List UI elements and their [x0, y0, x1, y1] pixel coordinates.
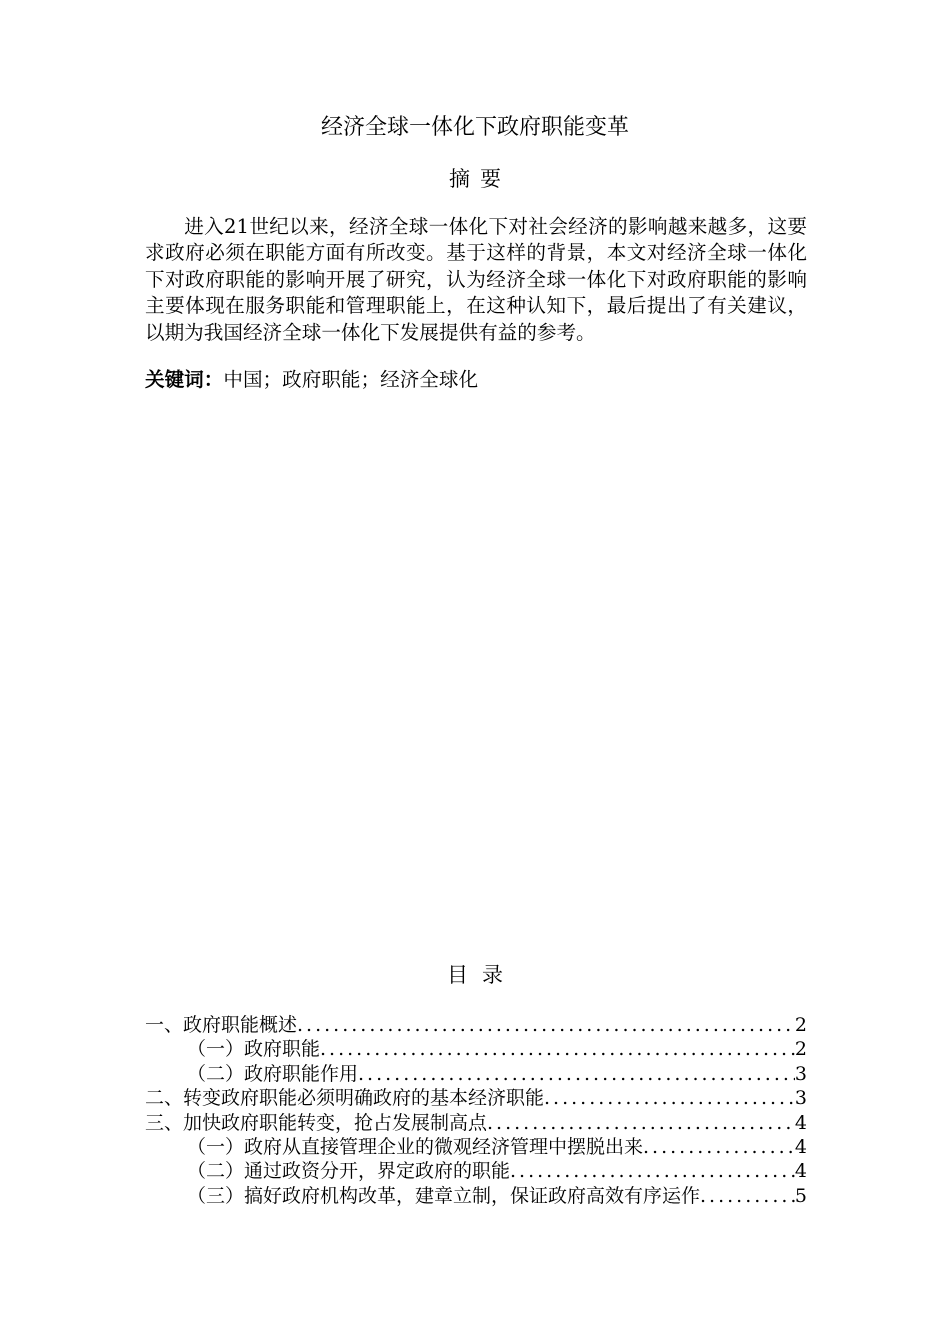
toc-entry[interactable]: [145, 1159, 807, 1183]
toc-leader-dots: [510, 1159, 795, 1183]
toc-entry-page: 3: [794, 1062, 807, 1085]
toc-entry-label: （一）政府从直接管理企业的微观经济管理中摆脱出来: [187, 1135, 644, 1158]
toc-entry-page: 2: [794, 1038, 807, 1061]
table-of-contents: [145, 1013, 807, 1208]
keywords-value: 中国；政府职能；经济全球化: [223, 368, 479, 391]
toc-entry-page: 4: [794, 1135, 807, 1158]
keywords-line: [145, 367, 807, 393]
toc-entry[interactable]: [145, 1111, 807, 1135]
document-title: 经济全球一体化下政府职能变革: [320, 115, 629, 140]
toc-leader-dots: [643, 1135, 795, 1159]
toc-entry-label: 二、转变政府职能必须明确政府的基本经济职能: [145, 1087, 545, 1110]
abstract-body: 进入21世纪以来，经济全球一体化下对社会经济的影响越来越多，这要求政府必须在职能方面有所改变。基于这样的背景，本文对经济全球一体化下对政府职能的影响开展了研究，认为经济全球一体化下对政府职能的影响主要体现在服务职能和管理职能上，在这种认知下，最后提出了有关建议，以期为我国经济全球一体化下发展提供有益的参考。: [145, 215, 807, 344]
toc-leader-dots: [297, 1013, 795, 1037]
toc-entry[interactable]: [145, 1013, 807, 1037]
toc-entry-label: 三、加快政府职能转变，抢占发展制高点: [145, 1111, 488, 1134]
toc-heading: 目录: [447, 963, 517, 987]
toc-entry-label: （二）政府职能作用: [187, 1062, 359, 1085]
toc-entry[interactable]: [145, 1184, 807, 1208]
toc-entry[interactable]: [145, 1135, 807, 1159]
toc-leader-dots: [487, 1111, 795, 1135]
toc-leader-dots: [320, 1037, 795, 1061]
toc-leader-dots: [358, 1062, 795, 1086]
toc-entry[interactable]: [145, 1037, 807, 1061]
abstract-heading: 摘要: [449, 167, 511, 191]
toc-entry[interactable]: [145, 1086, 807, 1110]
toc-entry[interactable]: [145, 1062, 807, 1086]
toc-leader-dots: [700, 1184, 795, 1208]
toc-entry-label: （三）搞好政府机构改革，建章立制，保证政府高效有序运作: [187, 1184, 701, 1207]
toc-entry-label: 一、政府职能概述: [145, 1014, 298, 1036]
toc-leader-dots: [544, 1086, 795, 1110]
toc-entry-page: 3: [794, 1087, 807, 1110]
toc-entry-page: 4: [794, 1160, 807, 1183]
toc-entry-page: 2: [794, 1014, 807, 1036]
toc-entry-page: 4: [794, 1111, 807, 1134]
toc-entry-label: （二）通过政资分开，界定政府的职能: [187, 1160, 511, 1183]
toc-entry-page: 5: [794, 1184, 807, 1207]
toc-entry-label: （一）政府职能: [187, 1038, 321, 1061]
keywords-label: 关键词：: [145, 368, 224, 391]
